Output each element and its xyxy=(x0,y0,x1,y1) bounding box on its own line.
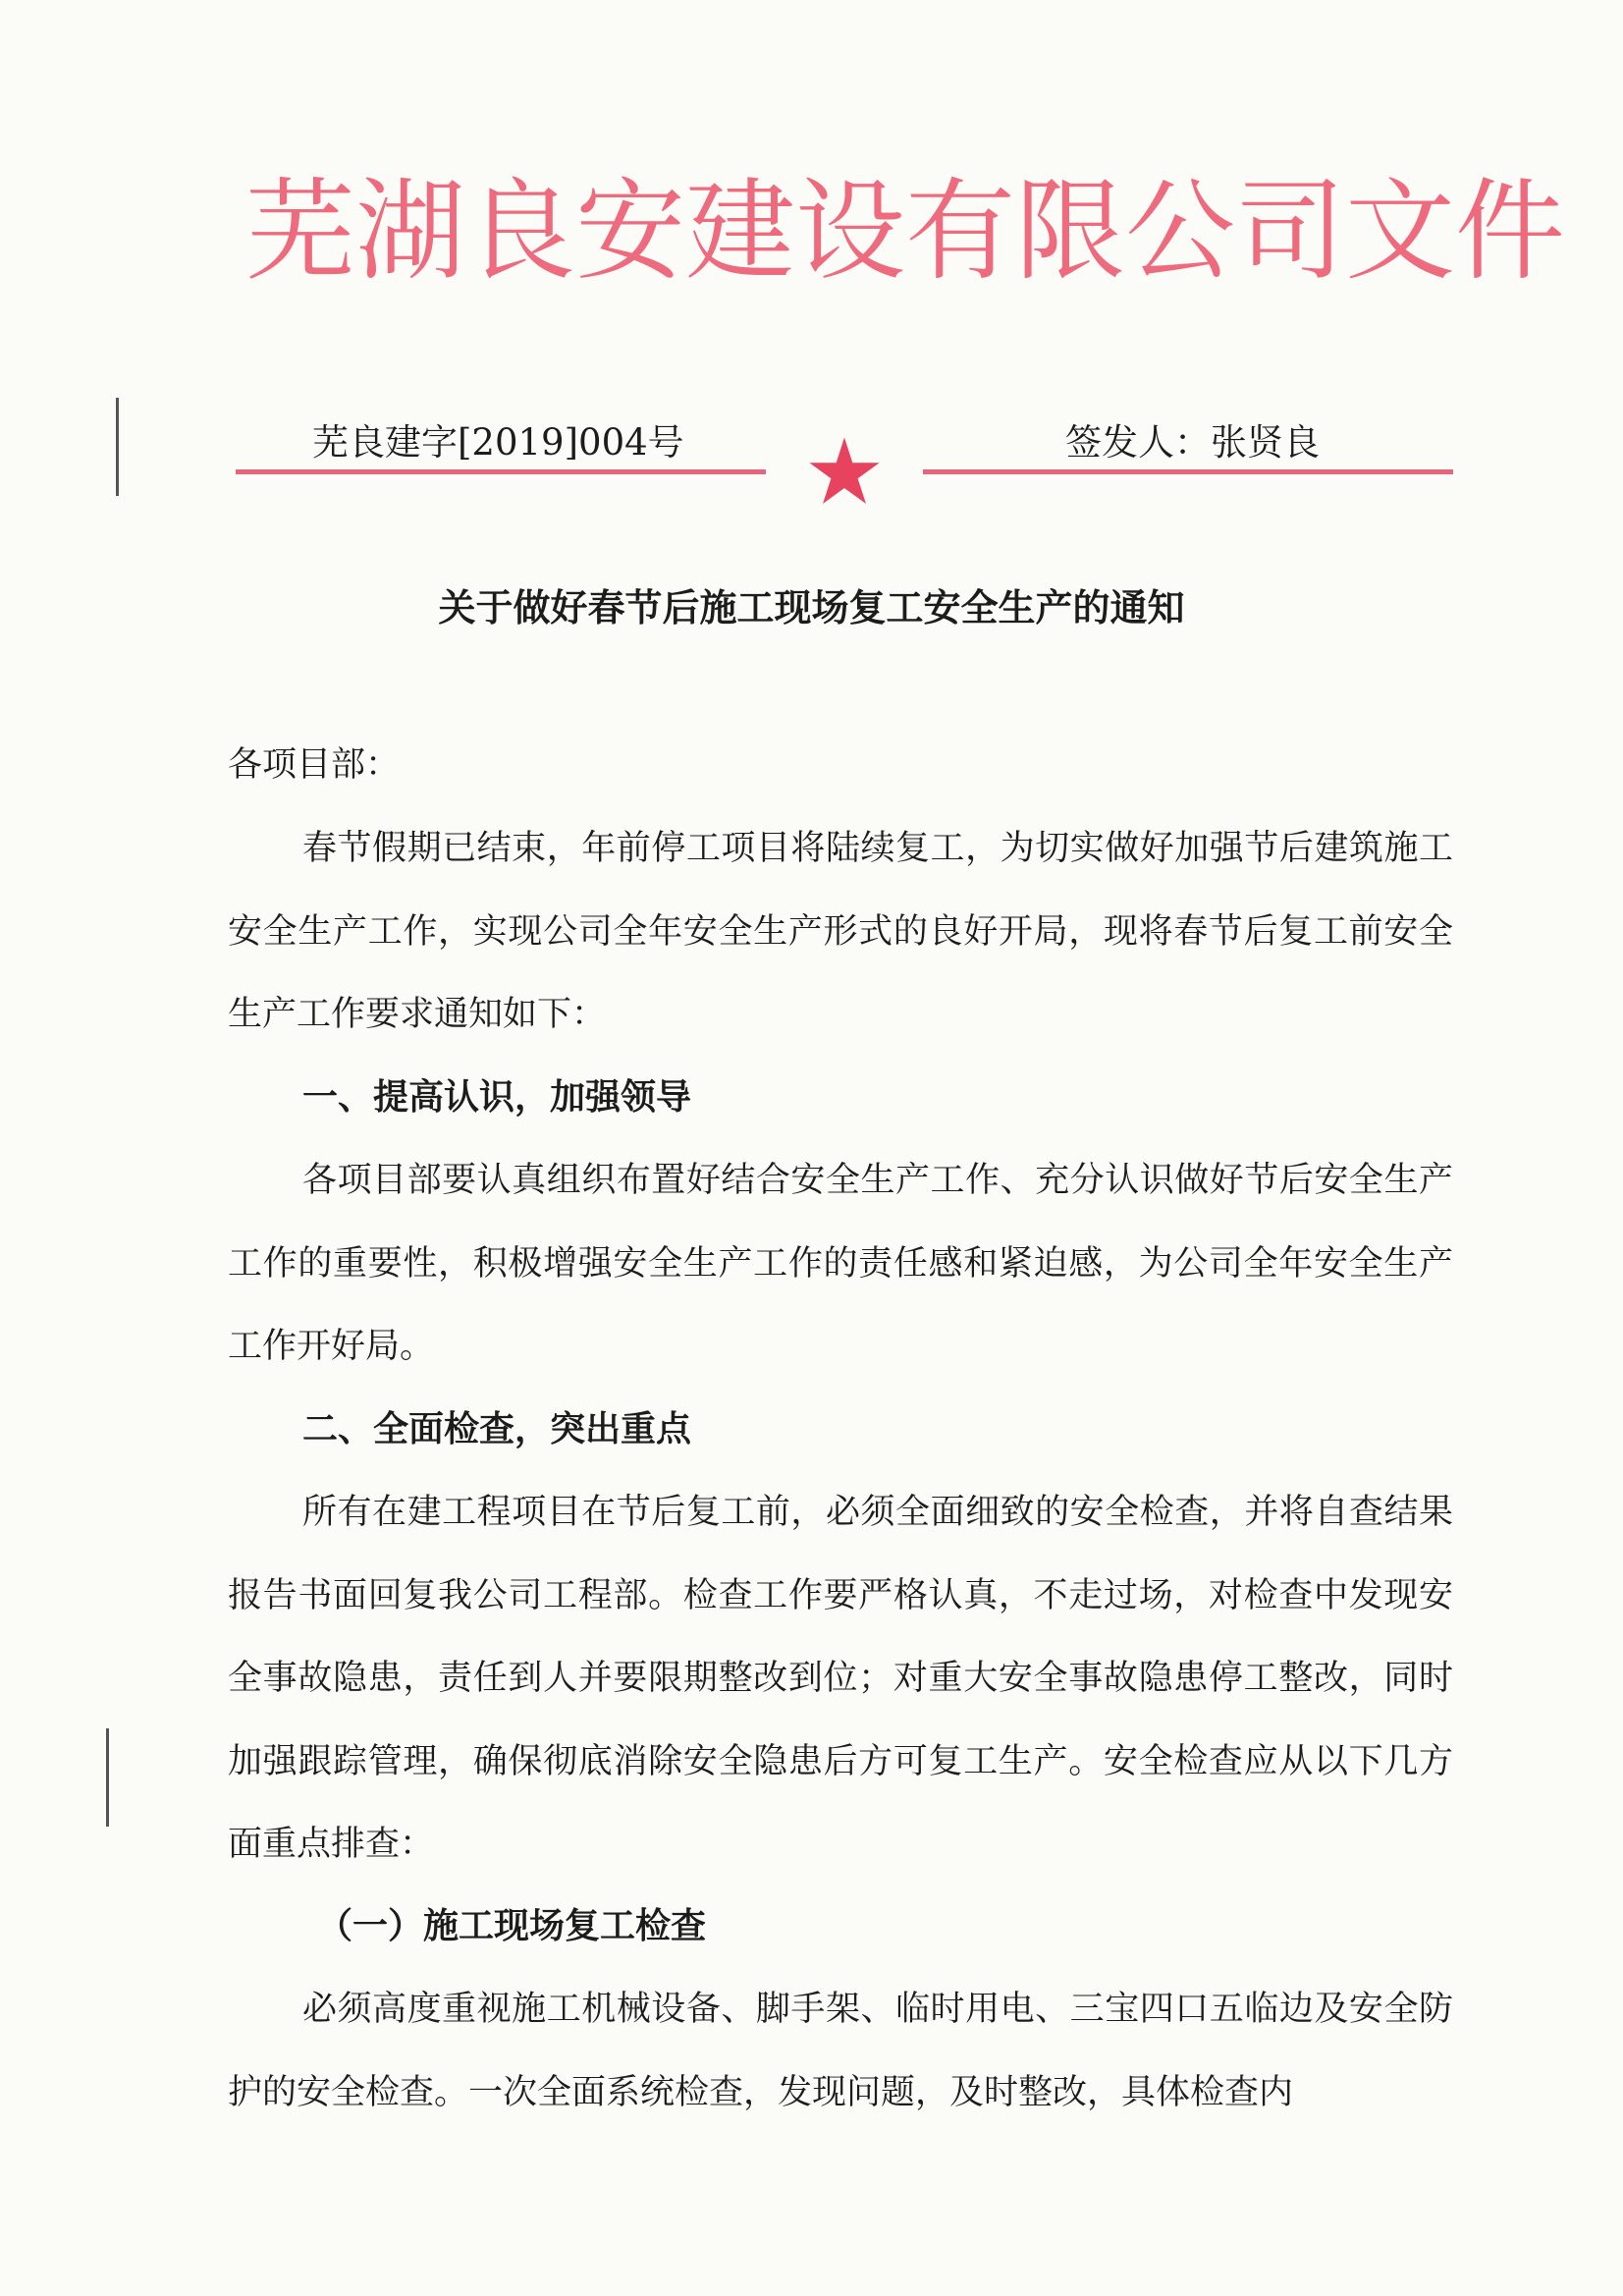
binder-mark-top xyxy=(116,398,119,496)
subsection1-heading: （一）施工现场复工检查 xyxy=(317,1905,707,1946)
intro-paragraph: 春节假期已结束，年前停工项目将陆续复工，为切实做好加强节后建筑施工安全生产工作，实现公司全年安全生产形式的良好开局，现将春节后复工前安全生产工作要求通知如下： xyxy=(228,829,1453,1034)
salutation: 各项目部： xyxy=(228,745,401,785)
signer: 签发人：张贤良 xyxy=(1065,421,1320,464)
red-header-title: 芜湖良安建设有限公司文件 xyxy=(245,168,1565,296)
notice-title: 关于做好春节后施工现场复工安全生产的通知 xyxy=(438,585,1185,629)
subsection1-paragraph: 必须高度重视施工机械设备、脚手架、临时用电、三宝四口五临边及安全防护的安全检查。一次全面系统检查，发现问题，及时整改，具体检查内 xyxy=(228,1990,1453,2112)
section1-paragraph: 各项目部要认真组织布置好结合安全生产工作、充分认识做好节后安全生产工作的重要性，积极增强安全生产工作的责任感和紧迫感，为公司全年安全生产工作开好局。 xyxy=(228,1161,1453,1366)
binder-mark-bottom xyxy=(106,1728,109,1827)
red-star-icon xyxy=(805,436,884,507)
red-rule-left xyxy=(236,469,766,474)
section1-heading: 一、提高认识，加强领导 xyxy=(302,1076,692,1118)
section2-heading: 二、全面检查，突出重点 xyxy=(302,1408,692,1449)
section2-paragraph: 所有在建工程项目在节后复工前，必须全面细致的安全检查，并将自查结果报告书面回复我公司工程部。检查工作要严格认真，不走过场，对检查中发现安全事故隐患，责任到人并要限期整改到位；对重大安全事故隐患停工整改，同时加强跟踪管理，确保彻底消除安全隐患后方可复工生产。安全检查应从以下几方面重点排查： xyxy=(228,1493,1453,1864)
red-rule-right xyxy=(923,469,1453,474)
document-number: 芜良建字[2019]004号 xyxy=(312,421,684,464)
